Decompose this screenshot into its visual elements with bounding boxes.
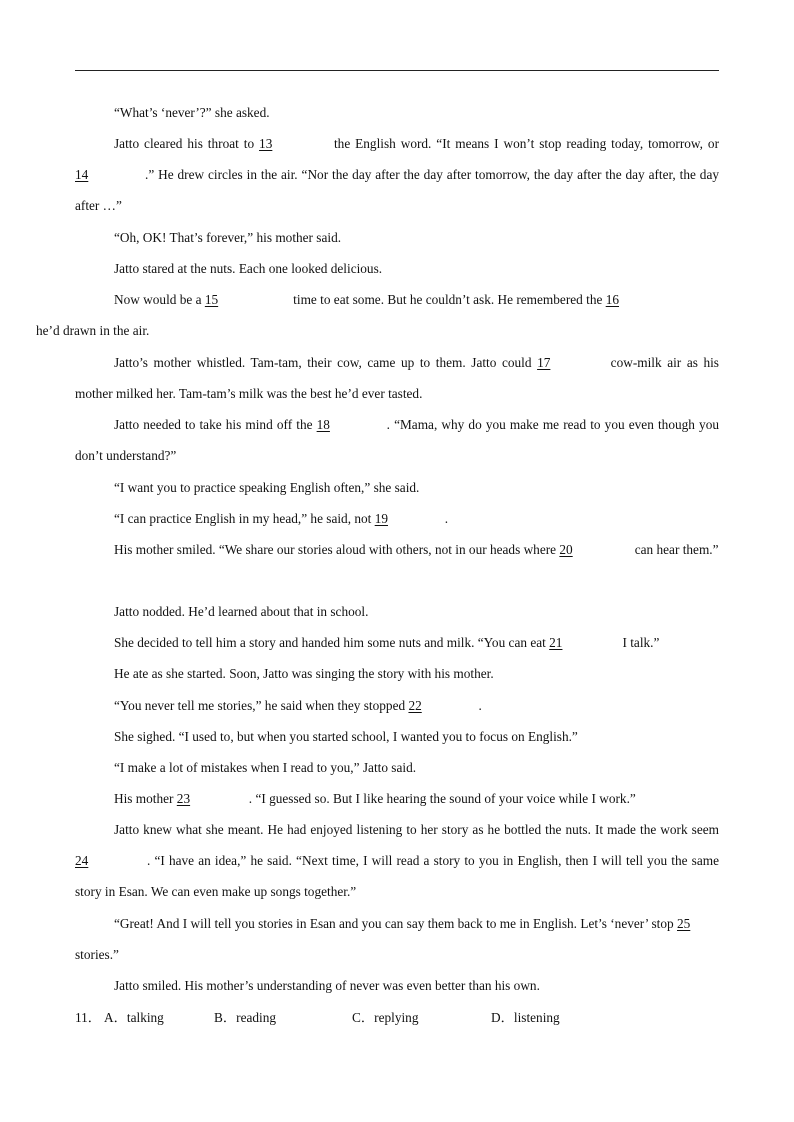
blank-20: 20 — [559, 542, 573, 557]
paragraph-16: “I make a lot of mistakes when I read to you,” Jatto said. — [114, 760, 417, 775]
option-b[interactable]: B．reading — [214, 1010, 277, 1025]
paragraph-17: His mother 23 . “I guessed so. But I like hearing the sound of your voice while I work.” — [75, 783, 719, 814]
option-c[interactable]: C．replying — [352, 1010, 419, 1025]
blank-22: 22 — [408, 698, 422, 713]
paragraph-11: Jatto nodded. He’d learned about that in school. — [114, 604, 369, 619]
paragraph-20: Jatto smiled. His mother’s understanding of never was even better than his own. — [114, 978, 540, 993]
blank-25: 25 — [677, 916, 691, 931]
paragraph-6: Jatto’s mother whistled. Tam-tam, their cow, came up to them. Jatto could 17 cow-milk air as his mother milked her. Tam-tam’s milk was the best he’d ever tasted. — [75, 347, 719, 409]
blank-14: 14 — [75, 167, 89, 183]
paragraph-12: She decided to tell him a story and handed him some nuts and milk. “You can eat 21 I talk.” — [75, 627, 719, 658]
option-a[interactable]: A．talking — [104, 1010, 164, 1025]
paragraph-15: She sighed. “I used to, but when you started school, I wanted you to focus on English.” — [114, 729, 578, 744]
blank-23: 23 — [176, 791, 191, 806]
blank-16: 16 — [605, 292, 619, 307]
paragraph-2: Jatto cleared his throat to 13 the English word. “It means I won’t stop reading today, tomorrow, or 14 .” He drew circles in the air. “Nor the day after the day after tomorrow, the day after the day after, the day after …” — [75, 128, 719, 222]
paragraph-18: Jatto knew what she meant. He had enjoyed listening to her story as he bottled the nuts. It made the work seem 24 . “I have an idea,” he said. “Next time, I will read a story to you in English, then I will tell you the same story in Esan. We can even make up songs together.” — [75, 822, 719, 900]
question-number: 11． — [75, 1010, 102, 1025]
paragraph-1: “What’s ‘never’?” she asked. — [114, 105, 270, 120]
paragraph-4: Jatto stared at the nuts. Each one looked delicious. — [114, 261, 383, 276]
blank-15: 15 — [204, 292, 219, 307]
paragraph-8: “I want you to practice speaking English often,” she said. — [114, 480, 420, 495]
option-d[interactable]: D．listening — [491, 1010, 560, 1025]
paragraph-10: His mother smiled. “We share our stories aloud with others, not in our heads where 20 can hear them.” — [75, 534, 719, 565]
blank-19: 19 — [374, 511, 388, 526]
blank-24: 24 — [75, 853, 89, 869]
paragraph-5: Now would be a 15 time to eat some. But he couldn’t ask. He remembered the 16 he’d drawn in the air. — [75, 284, 719, 346]
blank-13: 13 — [259, 136, 273, 151]
paragraph-3: “Oh, OK! That’s forever,” his mother said. — [114, 230, 342, 245]
paragraph-19: “Great! And I will tell you stories in Esan and you can say them back to me in English. Let’s ‘never’ stop 25 stories.” — [75, 908, 719, 970]
paragraph-14: “You never tell me stories,” he said when they stopped 22 . — [75, 690, 719, 721]
paragraph-7: Jatto needed to take his mind off the 18 . “Mama, why do you make me read to you even though you don’t understand?” — [75, 409, 719, 471]
blank-21: 21 — [549, 635, 563, 650]
header-rule — [75, 70, 719, 71]
blank-17: 17 — [537, 355, 551, 370]
paragraph-9: “I can practice English in my head,” he said, not 19 . — [75, 503, 719, 534]
paragraph-13: He ate as she started. Soon, Jatto was singing the story with his mother. — [114, 666, 494, 681]
blank-18: 18 — [316, 417, 330, 432]
question-11 — [75, 1002, 719, 1033]
